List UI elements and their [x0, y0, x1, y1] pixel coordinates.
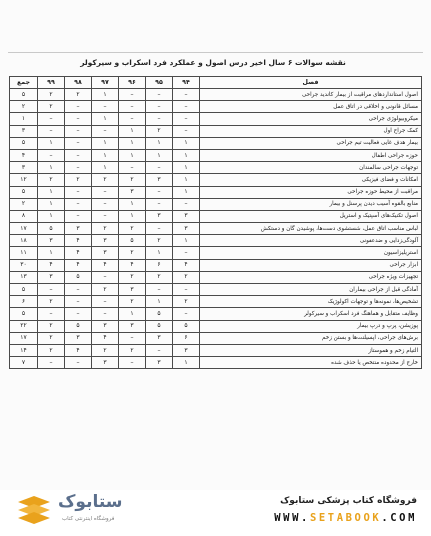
cell-year-97: – [92, 101, 119, 113]
cell-year-94: ۴ [173, 259, 200, 271]
cell-year-98: ۲ [65, 174, 92, 186]
cell-year-97: ۲ [92, 174, 119, 186]
cell-year-98: ۳ [65, 223, 92, 235]
cell-year-94: – [173, 308, 200, 320]
cell-year-98: – [65, 210, 92, 222]
cell-year-95: – [146, 101, 173, 113]
cell-year-98: ۵ [65, 271, 92, 283]
cell-year-97: ۴ [92, 332, 119, 344]
cell-chapter: برش‌های جراحی، اپسیلنت‌ها و بستن زخم [200, 332, 422, 344]
cell-year-99: ۱ [38, 198, 65, 210]
cell-year-98: ۴ [65, 235, 92, 247]
cell-year-96: – [119, 332, 146, 344]
cell-year-98: – [65, 186, 92, 198]
cell-chapter: کمک جراح اول [200, 125, 422, 137]
cell-year-96: – [119, 113, 146, 125]
cell-chapter: تجهیزات ویژه جراحی [200, 271, 422, 283]
table-row [10, 357, 422, 369]
cell-year-94: ۱ [173, 186, 200, 198]
table-row [10, 308, 422, 320]
cell-year-96: ۵ [119, 235, 146, 247]
cell-year-99: ۱ [38, 210, 65, 222]
cell-total: ۱۷ [10, 223, 38, 235]
url-prefix: WWW. [274, 512, 310, 524]
cell-year-99: ۲ [38, 174, 65, 186]
cell-year-94: ۱ [173, 357, 200, 369]
table-row [10, 198, 422, 210]
cell-chapter: مراقبت از محیط حوزه جراحی [200, 186, 422, 198]
cell-year-97: – [92, 210, 119, 222]
cell-year-99: ۲ [38, 89, 65, 101]
cell-year-98: – [65, 357, 92, 369]
cell-total: ۵ [10, 284, 38, 296]
cell-year-99: – [38, 284, 65, 296]
cell-year-97: – [92, 296, 119, 308]
cell-year-98: ۲ [65, 89, 92, 101]
cell-chapter: امکانات و فضای فیزیکی [200, 174, 422, 186]
cell-year-94: ۱ [173, 174, 200, 186]
cell-year-96: ۲ [119, 344, 146, 356]
cell-year-96: ۱ [119, 149, 146, 161]
cell-year-95: ۲ [146, 125, 173, 137]
logo-tagline: فروشگاه اینترنتی کتاب [62, 516, 115, 522]
cell-year-95: ۱ [146, 296, 173, 308]
cell-total: ۱۴ [10, 344, 38, 356]
cell-total: ۱۱ [10, 247, 38, 259]
cell-chapter: آمادگی قبل از جراحی بیماران [200, 284, 422, 296]
cell-year-94: – [173, 113, 200, 125]
logo-brand-text: ستابوک [58, 492, 123, 512]
cell-total: ۳۰ [10, 259, 38, 271]
cell-chapter: منابع بالقوه آسیب دیدن پرسنل و بیمار [200, 198, 422, 210]
cell-year-99: – [38, 149, 65, 161]
cell-year-95: – [146, 89, 173, 101]
cell-year-97: ۱ [92, 113, 119, 125]
cell-year-98: ۴ [65, 259, 92, 271]
cell-chapter: اصول استانداردهای مراقبت از بیمار کاندید جراحی [200, 89, 422, 101]
cell-year-94: ۵ [173, 320, 200, 332]
header-year-99: ۹۹ [38, 77, 65, 89]
cell-total: ۵ [10, 186, 38, 198]
cell-year-96: ۱ [119, 210, 146, 222]
cell-total: ۱ [10, 113, 38, 125]
cell-year-96: ۳ [119, 320, 146, 332]
cell-year-97: – [92, 308, 119, 320]
cell-year-94: ۲ [173, 271, 200, 283]
cell-year-98: ۴ [65, 344, 92, 356]
cell-year-97: ۱ [92, 149, 119, 161]
cell-year-98: ۴ [65, 247, 92, 259]
cell-year-96: ۲ [119, 223, 146, 235]
cell-year-95: ۳ [146, 357, 173, 369]
cell-year-96: ۳ [119, 186, 146, 198]
cell-year-99: ۲ [38, 320, 65, 332]
cell-year-99: ۳ [38, 235, 65, 247]
cell-year-98: – [65, 137, 92, 149]
cell-total: ۶ [10, 296, 38, 308]
cell-year-96: – [119, 101, 146, 113]
table-row [10, 247, 422, 259]
cell-year-95: ۲ [146, 271, 173, 283]
header-year-96: ۹۶ [119, 77, 146, 89]
cell-total: ۷ [10, 357, 38, 369]
cell-year-94: ۲ [173, 296, 200, 308]
cell-year-96: – [119, 162, 146, 174]
cell-chapter: توجهات جراحی سالمندان [200, 162, 422, 174]
cell-chapter: پوزیشن، پرپ و درپ بیمار [200, 320, 422, 332]
cell-year-96: ۲ [119, 271, 146, 283]
cell-year-99: ۴ [38, 259, 65, 271]
cell-year-94: ۳ [173, 223, 200, 235]
header-chapter: فصل [200, 77, 422, 89]
table-row [10, 271, 422, 283]
table-row [10, 125, 422, 137]
cell-year-94: ۱ [173, 149, 200, 161]
cell-chapter: مسائل قانونی و اخلاقی در اتاق عمل [200, 101, 422, 113]
cell-year-95: ۱ [146, 247, 173, 259]
cell-year-94: – [173, 198, 200, 210]
cell-year-96: ۱ [119, 137, 146, 149]
url-suffix: .COM [381, 512, 417, 524]
cell-chapter: تشخیص‌ها، نمونه‌ها و توجهات اکولوژیک [200, 296, 422, 308]
cell-year-94: – [173, 247, 200, 259]
store-url-link[interactable] [274, 512, 417, 524]
table-row [10, 284, 422, 296]
table-row [10, 320, 422, 332]
cell-year-94: ۱ [173, 162, 200, 174]
cell-total: ۳ [10, 162, 38, 174]
cell-year-97: ۲ [92, 344, 119, 356]
cell-year-97: ۳ [92, 320, 119, 332]
cell-total: ۸ [10, 210, 38, 222]
cell-year-94: – [173, 89, 200, 101]
cell-year-99: – [38, 357, 65, 369]
cell-year-96: ۴ [119, 259, 146, 271]
cell-year-94: ۳ [173, 210, 200, 222]
cell-year-99: ۳ [38, 271, 65, 283]
cell-year-95: – [146, 186, 173, 198]
header-total: جمع [10, 77, 38, 89]
table-row [10, 137, 422, 149]
cell-year-94: – [173, 101, 200, 113]
cell-year-98: – [65, 308, 92, 320]
store-logo[interactable] [14, 490, 164, 534]
cell-year-98: – [65, 101, 92, 113]
table-row [10, 296, 422, 308]
cell-total: ۲ [10, 101, 38, 113]
cell-year-97: ۳ [92, 357, 119, 369]
cell-year-98: – [65, 125, 92, 137]
table-row [10, 101, 422, 113]
cell-year-99: – [38, 113, 65, 125]
table-row [10, 223, 422, 235]
cell-year-99: ۲ [38, 296, 65, 308]
cell-year-96: – [119, 357, 146, 369]
cell-year-96: ۱ [119, 198, 146, 210]
cell-year-99: ۲ [38, 344, 65, 356]
cell-year-95: ۵ [146, 320, 173, 332]
cell-chapter: استریلیزاسیون [200, 247, 422, 259]
table-row [10, 344, 422, 356]
cell-total: ۱۷ [10, 332, 38, 344]
cell-chapter: اصول تکنیک‌های آسپتیک و استریل [200, 210, 422, 222]
table-row [10, 174, 422, 186]
table-row [10, 89, 422, 101]
cell-year-97: ۲ [92, 284, 119, 296]
cell-year-99: ۲ [38, 101, 65, 113]
cell-year-94: ۱ [173, 235, 200, 247]
top-divider [8, 52, 423, 53]
cell-total: ۲ [10, 198, 38, 210]
cell-year-95: ۶ [146, 259, 173, 271]
table-row [10, 113, 422, 125]
cell-year-98: – [65, 284, 92, 296]
cell-year-99: ۲ [38, 332, 65, 344]
cell-year-95: ۱ [146, 149, 173, 161]
table-row [10, 162, 422, 174]
table-row [10, 186, 422, 198]
cell-year-99: ۱ [38, 162, 65, 174]
cell-year-98: – [65, 113, 92, 125]
header-year-94: ۹۴ [173, 77, 200, 89]
cell-year-99: ۵ [38, 223, 65, 235]
cell-chapter: آلودگی‌زدایی و ضدعفونی [200, 235, 422, 247]
cell-year-95: ۳ [146, 332, 173, 344]
cell-chapter: لباس مناسب اتاق عمل، شستشوی دست‌ها، پوشیدن گان و دستکش [200, 223, 422, 235]
cell-year-96: ۲ [119, 296, 146, 308]
cell-chapter: بیمار هدف غایی فعالیت تیم جراحی [200, 137, 422, 149]
cell-total: ۵ [10, 89, 38, 101]
page-title: نقشه سوالات ۶ سال اخیر درس اصول و عملکرد فرد اسکراب و سیرکولر [80, 58, 346, 67]
cell-chapter: التیام زخم و هموستاز [200, 344, 422, 356]
cell-year-97: ۳ [92, 247, 119, 259]
header-year-97: ۹۷ [92, 77, 119, 89]
header-year-98: ۹۸ [65, 77, 92, 89]
footer [0, 490, 431, 536]
cell-year-94: ۱ [173, 137, 200, 149]
cell-year-97: ۱ [92, 137, 119, 149]
cell-year-98: ۳ [65, 332, 92, 344]
cell-year-95: – [146, 198, 173, 210]
cell-year-97: ۴ [92, 259, 119, 271]
cell-year-95: ۳ [146, 174, 173, 186]
cell-total: ۵ [10, 308, 38, 320]
header-year-95: ۹۵ [146, 77, 173, 89]
cell-year-94: – [173, 125, 200, 137]
cell-year-96: ۲ [119, 247, 146, 259]
cell-year-97: – [92, 186, 119, 198]
table-row [10, 259, 422, 271]
cell-year-95: ۱ [146, 137, 173, 149]
cell-year-99: – [38, 125, 65, 137]
cell-year-97: ۲ [92, 223, 119, 235]
cell-year-96: ۳ [119, 284, 146, 296]
cell-total: ۵ [10, 137, 38, 149]
cell-year-97: – [92, 271, 119, 283]
cell-total: ۱۳ [10, 271, 38, 283]
cell-year-96: ۲ [119, 174, 146, 186]
cell-year-97: ۱ [92, 162, 119, 174]
cell-year-97: ۳ [92, 235, 119, 247]
cell-year-95: – [146, 113, 173, 125]
table-row [10, 235, 422, 247]
cell-chapter: خارج از محدوده منتخص یا حذف شده [200, 357, 422, 369]
cell-chapter: حوزه جراحی اطفال [200, 149, 422, 161]
cell-year-98: – [65, 149, 92, 161]
table-header-row [10, 77, 422, 89]
cell-chapter: وظایف متقابل و هماهنگ فرد اسکراب و سیرکولر [200, 308, 422, 320]
table-row [10, 210, 422, 222]
cell-total: ۴ [10, 149, 38, 161]
questions-table [9, 76, 422, 369]
cell-year-95: ۲ [146, 235, 173, 247]
cell-year-95: ۵ [146, 308, 173, 320]
cell-total: ۱۲ [10, 174, 38, 186]
cell-year-96: ۱ [119, 308, 146, 320]
cell-chapter: ابزار جراحی [200, 259, 422, 271]
cell-year-98: – [65, 296, 92, 308]
table-row [10, 332, 422, 344]
cell-year-99: ۱ [38, 137, 65, 149]
cell-year-95: – [146, 344, 173, 356]
cell-year-95: – [146, 223, 173, 235]
cell-total: ۳ [10, 125, 38, 137]
cell-year-94: ۳ [173, 344, 200, 356]
cell-year-99: ۱ [38, 186, 65, 198]
cell-year-98: – [65, 162, 92, 174]
cell-year-96: ۱ [119, 125, 146, 137]
cell-year-98: – [65, 198, 92, 210]
cell-chapter: میکروبیولوژی جراحی [200, 113, 422, 125]
url-brand: SETABOOK [309, 512, 382, 524]
cell-year-99: – [38, 308, 65, 320]
cell-year-97: – [92, 198, 119, 210]
cell-total: ۲۲ [10, 320, 38, 332]
store-name: فروشگاه کتاب پزشکی ستابوک [280, 496, 417, 506]
cell-year-95: – [146, 162, 173, 174]
book-logo-icon [14, 492, 54, 532]
cell-year-95: – [146, 284, 173, 296]
cell-year-95: ۳ [146, 210, 173, 222]
cell-year-96: – [119, 89, 146, 101]
cell-year-94: ۶ [173, 332, 200, 344]
cell-year-97: ۱ [92, 89, 119, 101]
table-row [10, 149, 422, 161]
cell-year-97: – [92, 125, 119, 137]
cell-year-98: ۵ [65, 320, 92, 332]
cell-total: ۱۸ [10, 235, 38, 247]
cell-year-99: ۱ [38, 247, 65, 259]
cell-year-94: – [173, 284, 200, 296]
